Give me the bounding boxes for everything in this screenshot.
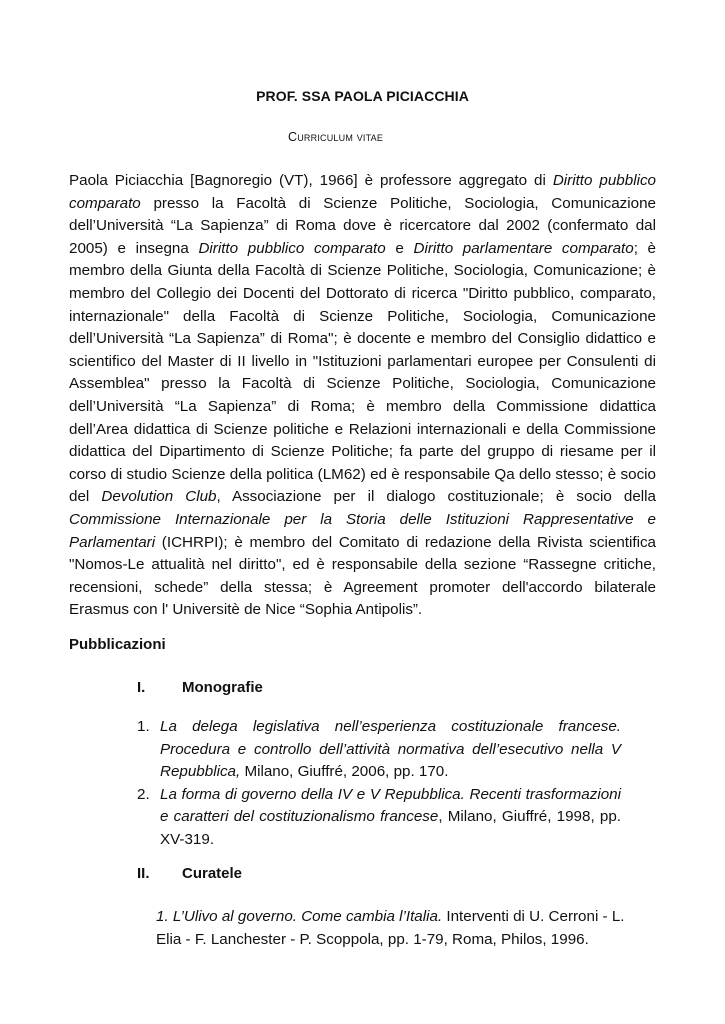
item-title: La forma di governo della IV e V Repubblica. Recenti trasformazioni e caratteri del costituzionalismo francese xyxy=(160,785,621,826)
bio-italic-course: Diritto pubblico comparato xyxy=(69,172,656,212)
section-heading-curatele xyxy=(137,865,242,882)
biography-paragraph xyxy=(69,170,656,622)
item-title: La delega legislativa nell’esperienza costituzionale francese. Procedura e controllo dell’attività normativa dell’esecutivo nella V Repubblica, xyxy=(160,718,621,781)
bio-text: Paola Piciacchia [Bagnoregio (VT), 1966] è professore aggregato di xyxy=(69,172,553,189)
bio-text: ; è membro della Giunta della Facoltà di Scienze Politiche, Sociologia, Comunicazione; è membro del Collegio dei Docenti del Dottorato di ricerca "Diritto pubblico, comparato, internazionale" della Facoltà di Scienze Politiche, Sociologia, Comunicazione dell’Università “La Sapienza” di Roma"; è docente e membro del Consiglio didattico e scientifico del Master di II livello in "Istituzioni parlamentari europee per Consulenti di Assemblea" presso la Facoltà di Scienze Politiche, Sociologia, Comunicazione dell’Università “La Sapienza” di Roma; è membro della Commissione didattica dell’Area didattica di Scienze politiche e Relazioni internazionali e della Commissione didattica del Dipartimento di Scienze Politiche; fa parte del gruppo di riesame per il corso di studio Scienze della politica (LM62) ed è responsabile Qa dello stesso; è socio del xyxy=(69,239,657,506)
item-title: 1. L’Ulivo al governo. Come cambia l’Italia. xyxy=(156,908,443,925)
item-details: , Milano, Giuffré, 1998, pp. XV-319. xyxy=(160,808,621,848)
document-subtitle: Curriculum vitae xyxy=(288,130,384,144)
publications-heading: Pubblicazioni xyxy=(69,636,166,653)
bio-italic-club: Devolution Club xyxy=(101,488,217,506)
curatele-item xyxy=(156,906,626,951)
section-numeral: II. xyxy=(137,865,150,882)
item-details: Interventi di U. Cerroni - L. Elia - F. Lanchester - P. Scoppola, pp. 1-79, Roma, Philos, 1996. xyxy=(156,908,625,948)
bio-italic-course: Diritto pubblico comparato xyxy=(198,239,386,257)
bio-text: e xyxy=(385,239,414,257)
monografie-list xyxy=(137,716,621,852)
bio-text: (ICHRPI); è membro del Comitato di redazione della Rivista scientifica "Nomos-Le attualità nel diritto", ed è responsabile della sezione “Rassegne critiche, recensioni, schede” della stessa; è Agreement promoter dell'accordo bilaterale Erasmus con l' Universitè de Nice “Sophia Antipolis”. xyxy=(69,533,656,619)
bio-italic-course: Diritto parlamentare comparato xyxy=(413,239,634,257)
section-title: Monografie xyxy=(182,679,263,696)
list-item xyxy=(137,784,621,852)
item-details: Milano, Giuffré, 2006, pp. 170. xyxy=(240,763,449,781)
bio-italic-commission: Commissione Internazionale per la Storia delle Istituzioni Rappresentative e Parlamentari xyxy=(69,510,656,551)
bio-text: presso la Facoltà di Scienze Politiche, Sociologia, Comunicazione dell’Università “La Sapienza” di Roma dove è ricercatore dal 2002 (confermato dal 2005) e insegna xyxy=(69,194,656,257)
item-number: 2. xyxy=(137,785,150,803)
list-item xyxy=(137,716,621,784)
section-numeral: I. xyxy=(137,679,146,696)
item-number: 1. xyxy=(137,718,150,735)
section-heading-monografie xyxy=(137,679,263,696)
section-title: Curatele xyxy=(182,865,243,882)
document-title: PROF. SSA PAOLA PICIACCHIA xyxy=(256,88,469,104)
bio-text: , Associazione per il dialogo costituzionale; è socio della xyxy=(216,488,656,506)
